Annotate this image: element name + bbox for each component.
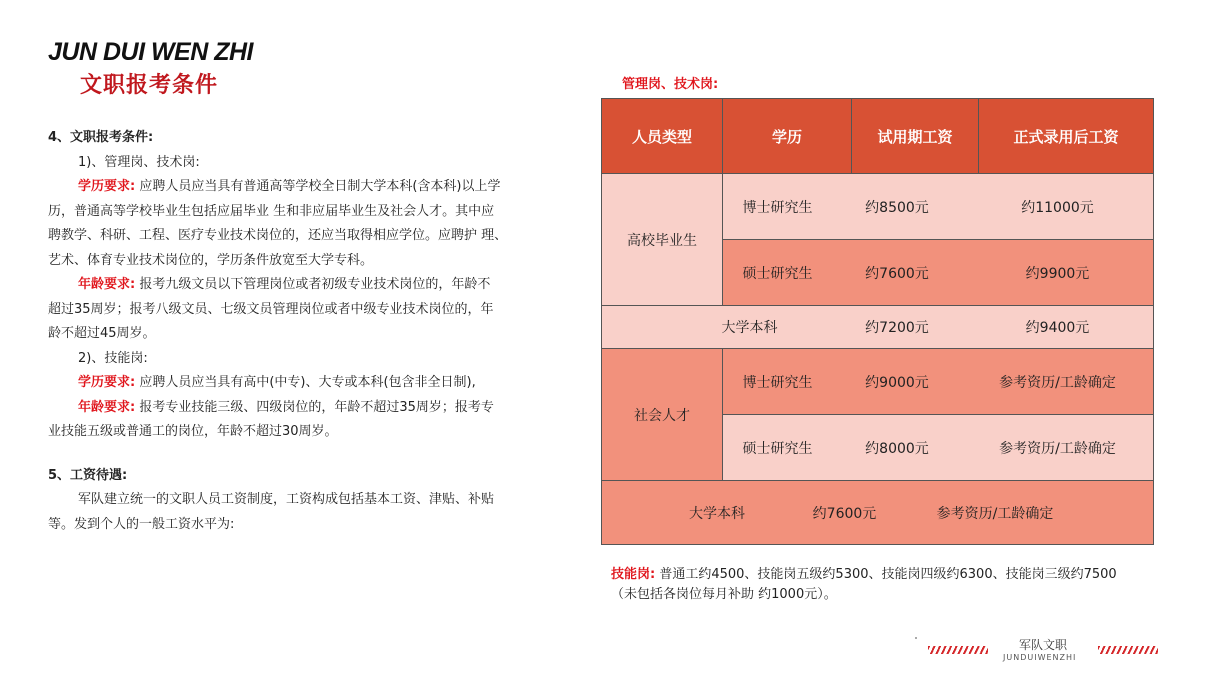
table-cell-formal: 约11000元 (962, 173, 1153, 239)
education-requirement-1-line2: 历，普通高等学校毕业生包括应届毕业 生和非应届毕业生及社会人才。其中应 (48, 203, 495, 219)
table-cell-trial: 约8500元 (832, 173, 962, 239)
group-social-talent: 社会人才 (602, 348, 722, 480)
brand-title: JUN DUI WEN ZHI (48, 38, 253, 66)
group-graduates: 高校毕业生 (602, 173, 722, 305)
age-requirement-1-line3: 龄不超过45周岁。 (48, 326, 156, 341)
table-cell-formal: 参考资历/工龄确定 (962, 348, 1153, 414)
table-cell-edu: 博士研究生 (722, 348, 832, 414)
table-cell-edu: 硕士研究生 (722, 239, 832, 305)
age-label: 年龄要求: (78, 277, 136, 292)
header-trial-salary: 试用期工资 (851, 99, 978, 173)
age-requirement-1-line2: 超过35周岁；报考八级文员、七级文员管理岗位或者中级专业技术岗位的，年 (48, 301, 494, 317)
education-requirement-1-line4: 艺术、体育专业技术岗位的，学历条件放宽至大学专科。 (48, 252, 374, 268)
footer-stripes-right (1098, 646, 1158, 654)
header-education: 学历 (722, 99, 851, 173)
age-label: 年龄要求: (78, 399, 136, 415)
table-cell-edu: 大学本科 (602, 480, 802, 544)
footer-brand-name: 军队文职 (1019, 638, 1068, 652)
salary-table (601, 98, 1154, 545)
table-cell-trial: 约7600元 (832, 239, 962, 305)
footer-brand-sub: JUNDUIWENZHI (1003, 653, 1077, 662)
table-cell-formal: 参考资历/工龄确定 (887, 480, 1153, 544)
table-cell-trial: 约7200元 (832, 305, 962, 348)
table-cell-trial: 约9000元 (832, 348, 962, 414)
skill-post-line1: 技能岗: 普通工约4500、技能岗五级约5300、技能岗四级约6300、技能岗三级约7500 (611, 567, 1117, 582)
table-cell-trial: 约7600元 (802, 480, 887, 544)
age-requirement-1: 年龄要求: 报考九级文员以下管理岗位或者初级专业技术岗位的，年龄不 (78, 277, 491, 292)
skill-post-salary (611, 565, 1171, 605)
subsection-skill: 2)、技能岗: (78, 350, 148, 366)
header-formal-salary: 正式录用后工资 (978, 99, 1153, 173)
salary-intro-line2: 等。发到个人的一般工资水平为: (48, 516, 235, 532)
skill-post-line2: （未包括各岗位每月补助 约1000元）。 (611, 587, 837, 602)
education-label: 学历要求: (78, 375, 136, 390)
section-5-heading: 5、工资待遇: (48, 467, 128, 483)
page-title: 文职报考条件 (80, 73, 219, 98)
conditions-text (48, 126, 526, 537)
decor-dot (915, 637, 917, 639)
header-personnel-type: 人员类型 (602, 99, 722, 173)
table-cell-formal: 约9400元 (962, 305, 1153, 348)
salary-intro-line1: 军队建立统一的文职人员工资制度，工资构成包括基本工资、津贴、补贴 (78, 492, 495, 507)
age-requirement-2-line2: 业技能五级或普通工的岗位，年龄不超过30周岁。 (48, 424, 338, 439)
table-cell-edu: 硕士研究生 (722, 414, 832, 480)
education-label: 学历要求: (78, 179, 136, 194)
skill-post-label: 技能岗: (611, 567, 656, 582)
table-cell-formal: 参考资历/工龄确定 (962, 414, 1153, 480)
table-cell-edu: 博士研究生 (722, 173, 832, 239)
subsection-management-tech: 1)、管理岗、技术岗: (78, 154, 200, 170)
table-cell-edu: 大学本科 (602, 305, 832, 348)
footer-stripes-left (928, 646, 988, 654)
table-cell-formal: 约9900元 (962, 239, 1153, 305)
education-requirement-1-line3: 聘教学、科研、工程、医疗专业技术岗位的，还应当取得相应学位。应聘护 理、 (48, 228, 508, 243)
age-requirement-2: 年龄要求: 报考专业技能三级、四级岗位的，年龄不超过35周岁；报考专 (78, 399, 494, 415)
table-cell-trial: 约8000元 (832, 414, 962, 480)
education-requirement-2: 学历要求: 应聘人员应当具有高中(中专)、大专或本科(包含非全日制), (78, 375, 476, 390)
section-4-heading: 4、文职报考条件: (48, 130, 154, 145)
education-requirement-1: 学历要求: 应聘人员应当具有普通高等学校全日制大学本科(含本科)以上学 (78, 179, 501, 194)
table-caption: 管理岗、技术岗: (622, 77, 719, 92)
